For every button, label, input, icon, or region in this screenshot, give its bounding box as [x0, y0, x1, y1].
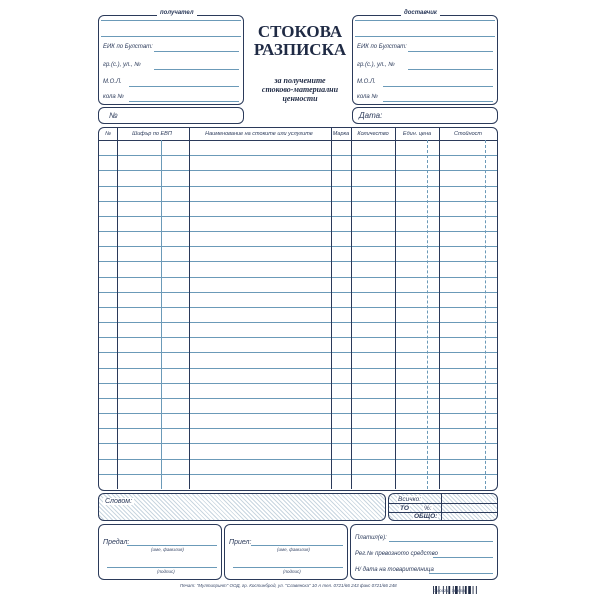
table-column-line [439, 128, 440, 489]
recipient-box [98, 10, 244, 105]
table-row-line [99, 443, 497, 444]
supplier-field-mol: М.О.Л. [357, 79, 376, 85]
supplier-field-eik: ЕИК по Булстат: [357, 44, 407, 50]
barcode-bar [465, 586, 467, 594]
table-row-line [99, 216, 497, 217]
supplier-field-address: гр.(с.), ул., № [357, 62, 395, 68]
table-row-line [99, 474, 497, 475]
received-sign-hint: (подпис) [283, 569, 301, 574]
col-header-code: Шифър по ЕВП [132, 131, 172, 137]
received-label: Приел: [229, 539, 252, 546]
col-header-brand: Марка [332, 131, 350, 137]
supplier-box [352, 10, 498, 105]
handed-box [98, 524, 222, 580]
table-column-line [117, 128, 118, 489]
table-row-line [99, 201, 497, 202]
table-row-line [99, 398, 497, 399]
table-row-line [99, 368, 497, 369]
doc-subtitle-3: ценности [282, 94, 318, 103]
table-row-line [99, 292, 497, 293]
doc-subtitle-1: за получените [274, 76, 326, 85]
table-row-line [99, 277, 497, 278]
col-header-qty: Количество [357, 131, 389, 137]
date-label: Дата: [359, 111, 383, 120]
handed-label: Предал: [103, 539, 130, 546]
table-row-line [99, 186, 497, 187]
received-name-hint: (име, фамилия) [277, 547, 310, 552]
supplier-header: доставчик [401, 10, 440, 16]
table-column-line [189, 128, 190, 489]
cents-dashed-line [427, 140, 428, 489]
col-header-value: Стойност [453, 131, 483, 137]
recipient-field-mol: М.О.Л. [103, 79, 122, 85]
vat-label: ТО [400, 505, 409, 512]
table-row-line [99, 459, 497, 460]
words-box [98, 493, 386, 521]
barcode-digits: 3 800211 169053 [434, 588, 465, 593]
col-header-unit-price: Един. цена [402, 131, 432, 137]
table-row-line [99, 337, 497, 338]
items-table [98, 127, 498, 491]
date-box [352, 107, 498, 124]
barcode [432, 581, 498, 593]
grand-total-label: ОБЩО: [414, 513, 438, 520]
col-header-name: Наименование на стоките или услугите [205, 131, 313, 137]
table-row-line [99, 261, 497, 262]
handed-name-hint: (име, фамилия) [151, 547, 184, 552]
table-row-line [99, 307, 497, 308]
barcode-bar [468, 586, 471, 594]
date-goods-label: Н/ дата на товарителница [355, 567, 434, 573]
paid-label: Платил(е): [355, 535, 387, 541]
table-column-line [351, 128, 352, 489]
col-header-no: № [105, 131, 111, 137]
table-row-line [99, 322, 497, 323]
table-column-line [395, 128, 396, 489]
table-row-line [99, 231, 497, 232]
words-label: Словом: [105, 498, 133, 505]
totals-box [388, 493, 498, 521]
transport-box [350, 524, 498, 580]
handed-sign-hint: (подпис) [157, 569, 175, 574]
table-row-line [99, 155, 497, 156]
barcode-bar [473, 586, 474, 594]
code-subcolumn-line [161, 140, 162, 489]
table-row-line [99, 170, 497, 171]
doc-title-line1: СТОКОВА [257, 22, 343, 41]
table-column-line [331, 128, 332, 489]
supplier-field-car: кола № [357, 94, 378, 100]
table-row-line [99, 352, 497, 353]
vehicle-label: Рег.№ превозното средство [355, 551, 438, 557]
doc-subtitle-2: стоково-материални [261, 85, 339, 94]
table-row-line [99, 383, 497, 384]
received-box [224, 524, 348, 580]
table-row-line [99, 246, 497, 247]
number-box [98, 107, 244, 124]
cents-dashed-line [485, 140, 486, 489]
recipient-header: получател [157, 10, 197, 16]
recipient-field-eik: ЕИК по Булстат: [103, 44, 153, 50]
vat-pct-label: %: [424, 505, 432, 512]
table-row-line [99, 413, 497, 414]
number-label: № [109, 111, 118, 120]
doc-title-line2: РАЗПИСКА [253, 40, 347, 59]
barcode-bar [476, 586, 477, 594]
printer-note: Печат: "Мултипринт" ООД, гр. Костинброд, ул. "Славянска" 10 А тел. 0721/66 243 факс 0721/66 248 [180, 583, 397, 588]
recipient-field-car: кола № [103, 94, 124, 100]
table-row-line [99, 428, 497, 429]
total-label: Всичко: [398, 496, 422, 503]
table-header-divider [99, 140, 497, 141]
recipient-field-address: гр.(с.), ул., № [103, 62, 141, 68]
